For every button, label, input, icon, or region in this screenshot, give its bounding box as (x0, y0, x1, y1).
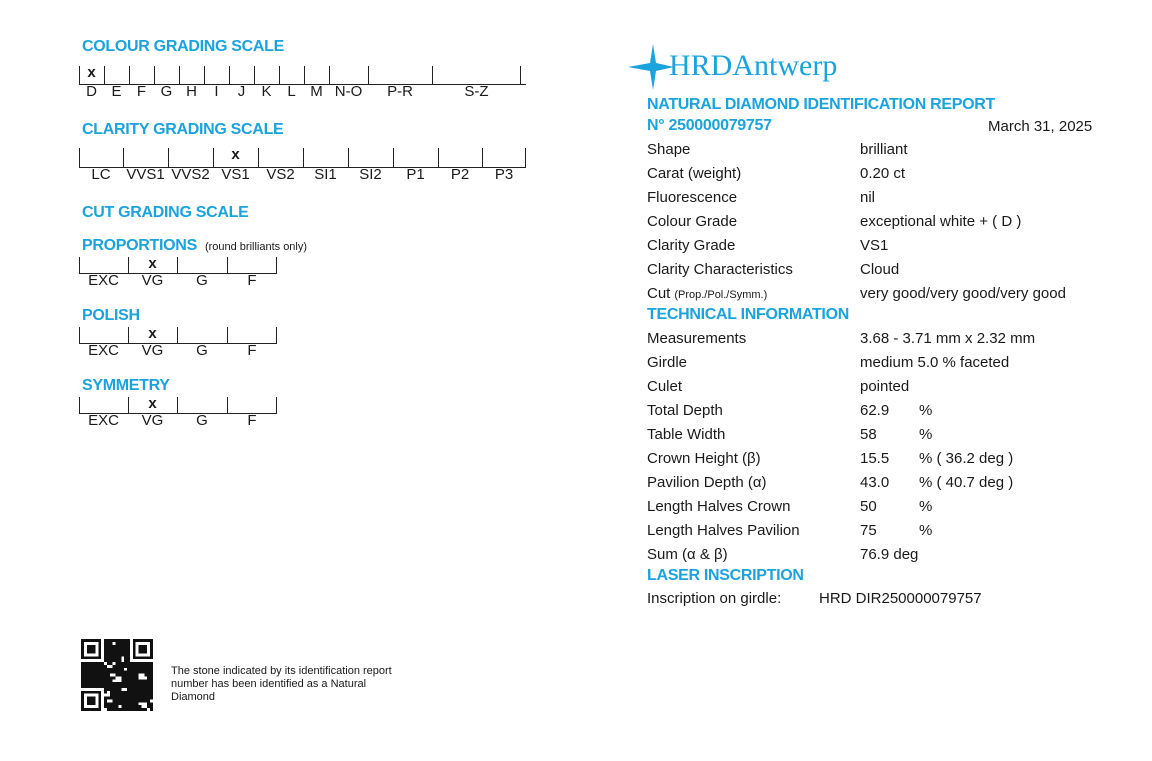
polish-scale (79, 325, 277, 365)
crown-height-value: 15.5 (860, 450, 890, 467)
culet-value: pointed (860, 378, 910, 395)
scale-tick (168, 148, 169, 167)
table-width-value: 58 (860, 426, 877, 443)
scale-tick (276, 327, 277, 343)
scale-label-vg: VG (141, 342, 164, 359)
scale-label-p1: P1 (406, 166, 425, 183)
symmetry-scale (79, 395, 277, 435)
symmetry-title: SYMMETRY (82, 377, 170, 394)
clarity-characteristics-value: Cloud (860, 261, 900, 278)
shape-label: Shape (647, 141, 691, 158)
scale-label-vvs1: VVS1 (126, 166, 165, 183)
laser-inscription-title: LASER INSCRIPTION (647, 567, 804, 584)
scale-tick (204, 66, 205, 84)
colour-label: Colour Grade (647, 213, 738, 230)
scale-label-exc: EXC (88, 412, 119, 429)
scale-tick (227, 327, 228, 343)
scale-label-f: F (247, 342, 257, 359)
logo-text-antwerp: Antwerp (732, 49, 838, 82)
scale-tick (177, 257, 178, 273)
table-width-unit: % (919, 426, 933, 443)
scale-label-vg: VG (141, 412, 164, 429)
scale-tick (79, 327, 80, 343)
scale-grade-mark: x (231, 146, 240, 163)
clarity-value: VS1 (860, 237, 889, 254)
length-halves-crown-unit: % (919, 498, 933, 515)
scale-tick (179, 66, 180, 84)
scale-tick (177, 397, 178, 413)
scale-tick (276, 257, 277, 273)
total-depth-unit: % (919, 402, 933, 419)
scale-tick (79, 148, 80, 167)
scale-label-s-z: S-Z (464, 83, 489, 100)
technical-info-title: TECHNICAL INFORMATION (647, 306, 849, 323)
cut-scale-title: CUT GRADING SCALE (82, 204, 249, 221)
polish-title: POLISH (82, 307, 140, 324)
report-title: NATURAL DIAMOND IDENTIFICATION REPORT (647, 96, 995, 113)
scale-grade-mark: x (148, 395, 157, 412)
scale-label-si2: SI2 (359, 166, 382, 183)
crown-height-unit: % ( 36.2 deg ) (919, 450, 1014, 467)
fluorescence-label: Fluorescence (647, 189, 738, 206)
scale-label-f: F (247, 272, 257, 289)
cut-label-note: (Prop./Pol./Symm.) (674, 289, 768, 301)
scale-label-g: G (196, 272, 208, 289)
scale-tick (123, 148, 124, 167)
scale-label-p-r: P-R (387, 83, 413, 100)
scale-tick (348, 148, 349, 167)
scale-label-g: G (196, 412, 208, 429)
proportions-title (82, 237, 307, 255)
girdle-value: medium 5.0 % faceted (860, 354, 1010, 371)
cut-value: very good/very good/very good (860, 285, 1066, 302)
scale-tick (227, 257, 228, 273)
proportions-note: (round brilliants only) (204, 241, 308, 253)
inscription-value: HRD DIR250000079757 (819, 590, 982, 607)
total-depth-label: Total Depth (647, 402, 723, 419)
scale-tick (279, 66, 280, 84)
scale-tick (104, 66, 105, 84)
colour-scale-title: COLOUR GRADING SCALE (82, 38, 285, 55)
scale-label-i: I (214, 83, 219, 100)
scale-tick (525, 148, 526, 167)
report-date: March 31, 2025 (988, 118, 1093, 135)
scale-tick (482, 148, 483, 167)
length-halves-crown-label: Length Halves Crown (647, 498, 791, 515)
scale-tick (129, 66, 130, 84)
scale-grade-mark: x (87, 64, 96, 81)
scale-tick (258, 148, 259, 167)
hrd-antwerp-logo (627, 42, 867, 92)
cut-label (647, 285, 767, 302)
measurements-value: 3.68 - 3.71 mm x 2.32 mm (860, 330, 1036, 347)
scale-label-e: E (111, 83, 122, 100)
carat-label: Carat (weight) (647, 165, 742, 182)
scale-label-h: H (186, 83, 197, 100)
scale-tick (329, 66, 330, 84)
scale-label-p2: P2 (450, 166, 470, 183)
scale-tick (304, 66, 305, 84)
crown-height-label: Crown Height (β) (647, 450, 761, 467)
scale-label-vs2: VS2 (266, 166, 295, 183)
clarity-scale-title: CLARITY GRADING SCALE (82, 121, 284, 138)
scale-label-f: F (247, 412, 257, 429)
report-number: N° 250000079757 (647, 117, 772, 134)
table-width-label: Table Width (647, 426, 726, 443)
shape-value: brilliant (860, 141, 908, 158)
proportions-label: PROPORTIONS (82, 237, 197, 254)
scale-label-m: M (310, 83, 323, 100)
cut-label-text: Cut (647, 285, 671, 302)
culet-label: Culet (647, 378, 683, 395)
scale-tick (393, 148, 394, 167)
scale-tick (303, 148, 304, 167)
scale-tick (276, 397, 277, 413)
clarity-grading-scale (79, 148, 526, 188)
scale-label-n-o: N-O (334, 83, 363, 100)
fluorescence-value: nil (860, 189, 876, 206)
qr-code[interactable] (81, 639, 153, 711)
sum-angles-value: 76.9 deg (860, 546, 919, 563)
scale-label-vg: VG (141, 272, 164, 289)
scale-grade-mark: x (148, 255, 157, 272)
pavilion-depth-value: 43.0 (860, 474, 890, 491)
length-halves-pavilion-value: 75 (860, 522, 877, 539)
scale-tick (229, 66, 230, 84)
logo-text (669, 49, 837, 83)
star-icon (627, 42, 675, 92)
scale-label-exc: EXC (88, 272, 119, 289)
scale-grade-mark: x (148, 325, 157, 342)
proportions-scale (79, 255, 277, 295)
scale-label-p3: P3 (494, 166, 514, 183)
girdle-label: Girdle (647, 354, 688, 371)
scale-tick (254, 66, 255, 84)
scale-label-g: G (196, 342, 208, 359)
clarity-label: Clarity Grade (647, 237, 736, 254)
scale-tick (177, 327, 178, 343)
logo-text-hrd: HRD (669, 49, 733, 82)
scale-label-f: F (136, 83, 147, 100)
sum-angles-label: Sum (α & β) (647, 546, 728, 563)
scale-label-vvs2: VVS2 (171, 166, 210, 183)
total-depth-value: 62.9 (860, 402, 890, 419)
pavilion-depth-label: Pavilion Depth (α) (647, 474, 767, 491)
scale-label-d: D (86, 83, 97, 100)
scale-tick (154, 66, 155, 84)
scale-tick (79, 397, 80, 413)
scale-tick (79, 257, 80, 273)
scale-label-lc: LC (91, 166, 111, 183)
pavilion-depth-unit: % ( 40.7 deg ) (919, 474, 1014, 491)
colour-value: exceptional white + ( D ) (860, 213, 1022, 230)
inscription-label: Inscription on girdle: (647, 590, 782, 607)
scale-label-k: K (261, 83, 272, 100)
measurements-label: Measurements (647, 330, 747, 347)
length-halves-crown-value: 50 (860, 498, 877, 515)
carat-value: 0.20 ct (860, 165, 906, 182)
scale-tick (432, 66, 433, 84)
scale-tick (368, 66, 369, 84)
scale-tick (227, 397, 228, 413)
colour-grading-scale (79, 66, 526, 106)
scale-label-si1: SI1 (314, 166, 337, 183)
scale-label-l: L (287, 83, 296, 100)
length-halves-pavilion-label: Length Halves Pavilion (647, 522, 800, 539)
scale-label-exc: EXC (88, 342, 119, 359)
scale-tick (438, 148, 439, 167)
scale-tick (520, 66, 521, 84)
scale-label-vs1: VS1 (221, 166, 250, 183)
scale-label-g: G (160, 83, 173, 100)
length-halves-pavilion-unit: % (919, 522, 933, 539)
clarity-characteristics-label: Clarity Characteristics (647, 261, 793, 278)
scale-label-j: J (237, 83, 246, 100)
footer-note: The stone indicated by its identification report number has been identified as a Natural Diamond (171, 665, 392, 703)
